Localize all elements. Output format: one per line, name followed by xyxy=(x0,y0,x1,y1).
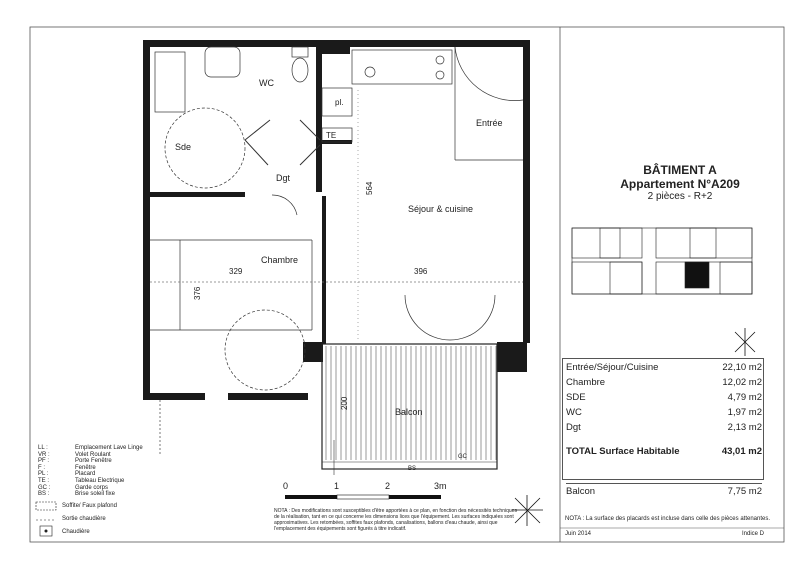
area-name: SDE xyxy=(566,392,586,403)
compass-small-icon xyxy=(735,328,755,356)
room-wc: WC xyxy=(259,78,274,88)
legend-text: Garde corps xyxy=(75,484,109,491)
legend-symbol-text: Chaudière xyxy=(62,529,90,535)
legend-text: Tableau Electrique xyxy=(75,478,125,484)
legend-key: GC : xyxy=(38,484,51,491)
legend-key: VR : xyxy=(38,451,50,458)
index: Indice D xyxy=(742,531,765,537)
scale-bar xyxy=(285,495,441,499)
legend-key: TE : xyxy=(38,478,50,484)
dim-balcon-height: 200 xyxy=(340,396,349,410)
label-gc: GC xyxy=(458,454,467,460)
legend-symbol-text: Sortie chaudière xyxy=(62,516,106,522)
area-value: 2,13 m2 xyxy=(727,422,762,433)
total-value: 43,01 m2 xyxy=(721,446,762,457)
label-bs: BS xyxy=(408,466,417,472)
scale-label-1: 1 xyxy=(334,481,340,491)
key-plan xyxy=(572,228,752,294)
apartment-type: 2 pièces - R+2 xyxy=(647,191,713,202)
dim-sejour-height: 564 xyxy=(365,181,374,195)
date: Juin 2014 xyxy=(565,531,592,537)
legend-text: Porte Fenêtre xyxy=(75,458,112,465)
room-sejour: Séjour & cuisine xyxy=(408,204,474,214)
legend-text: Emplacement Lave Linge xyxy=(75,445,143,451)
areas-frame xyxy=(562,358,764,480)
legend-key: BS : xyxy=(38,491,50,498)
balcony-label: Balcon xyxy=(566,486,596,497)
area-name: Entrée/Séjour/Cuisine xyxy=(566,362,659,373)
dim-chambre-width: 329 xyxy=(229,267,243,276)
scale-label-3: 3m xyxy=(434,481,447,491)
room-balcon: Balcon xyxy=(395,407,423,417)
balcony-row xyxy=(566,483,762,497)
area-value: 12,02 m2 xyxy=(722,377,762,388)
apartment-title: Appartement N°A209 xyxy=(620,177,740,191)
area-name: WC xyxy=(566,407,582,418)
building-title: BÂTIMENT A xyxy=(643,163,717,177)
area-value: 4,79 m2 xyxy=(727,392,762,403)
area-value: 22,10 m2 xyxy=(722,362,762,373)
room-dgt: Dgt xyxy=(276,173,291,183)
note-center: NOTA : Des modifications sont susceptibles d'être apportées à ce plan, en fonction des nécessités techniques de la réalisation, tant en ce qui concerne les dimensions lices que l'équipement. Les surfaces indiquées sont approximatives. Les retombées, soffites faux plafonds, canalisations, ballons d'eau chaude, ainsi que l'emplacement des équipements sont figurés à titre indicatif. xyxy=(274,508,517,532)
room-placard: pl. xyxy=(335,98,344,107)
scale-label-2: 2 xyxy=(385,481,391,491)
total-label: TOTAL Surface Habitable xyxy=(566,446,680,457)
area-name: Chambre xyxy=(566,377,606,388)
walls xyxy=(143,40,530,400)
legend-text: Placard xyxy=(75,471,96,478)
legend-key: LL : xyxy=(38,445,48,451)
legend-text: Brise soleil fixe xyxy=(75,491,116,498)
legend-key: PF : xyxy=(38,458,50,465)
area-value: 1,97 m2 xyxy=(727,407,762,418)
legend-key: PL : xyxy=(38,471,49,478)
legend-text: Volet Roulant xyxy=(75,451,111,458)
room-tableau: TE xyxy=(326,131,337,140)
note-right: NOTA : La surface des placards est incluse dans celle des pièces attenantes. xyxy=(565,516,771,522)
balcony-value: 7,75 m2 xyxy=(727,486,762,497)
scale-label-0: 0 xyxy=(283,481,289,491)
room-sde: Sde xyxy=(175,142,192,152)
room-entree: Entrée xyxy=(476,118,503,128)
legend-text: Fenêtre xyxy=(75,464,96,471)
legend-symbol-text: Soffite/ Faux plafond xyxy=(62,503,117,509)
legend-key: F : xyxy=(38,464,45,471)
room-chambre: Chambre xyxy=(261,255,299,265)
dim-sejour-width: 396 xyxy=(414,267,428,276)
dim-chambre-height: 376 xyxy=(193,286,202,300)
area-name: Dgt xyxy=(566,422,581,433)
